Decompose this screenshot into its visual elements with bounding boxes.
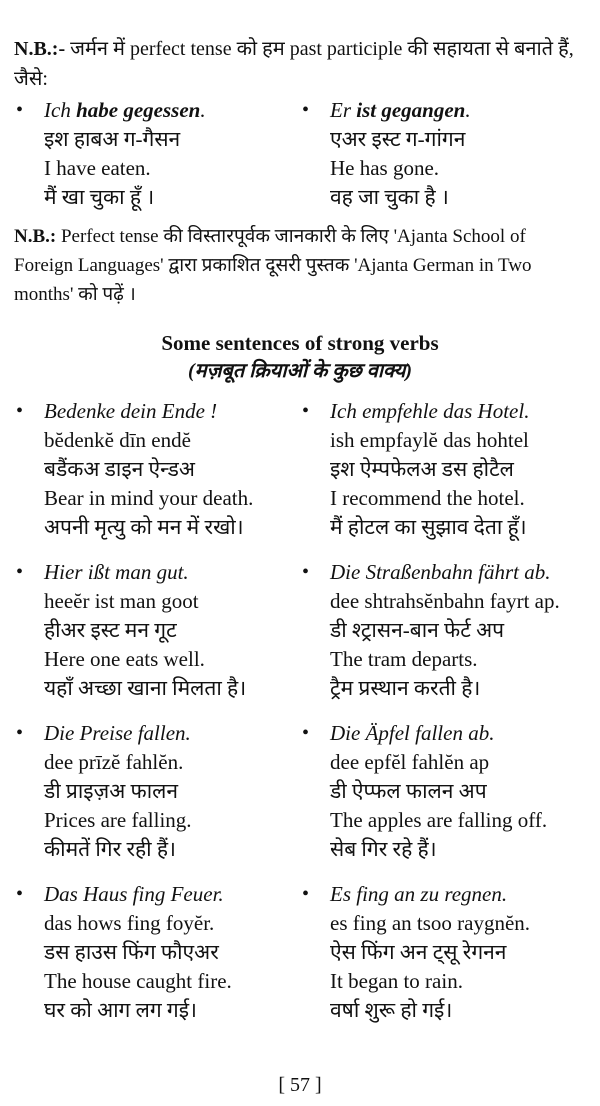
devanagari-pronunciation: डी प्राइज़अ फालन [44, 779, 179, 803]
page-number: [ 57 ] [278, 1074, 322, 1096]
english-translation: Bear in mind your death. [44, 486, 254, 510]
sentence-item [14, 880, 300, 1025]
bullet: • [16, 883, 24, 905]
hindi-translation: यहाँ अच्छा खाना मिलता है। [44, 676, 247, 700]
verb-phrase: habe gegessen [76, 98, 201, 122]
hindi-translation: घर को आग लग गई। [44, 998, 198, 1022]
english-translation: The tram departs. [330, 647, 478, 671]
nb-label: N.B.:- [14, 38, 66, 60]
transliteration: dee shtrahsĕnbahn fayrt ap. [330, 589, 560, 613]
english-translation: He has gone. [330, 156, 440, 180]
german-sentence: Er ist gegangen. [330, 98, 471, 122]
devanagari-pronunciation: बडैंकअ डाइन ऐन्डअ [44, 457, 195, 481]
nb-label: N.B.: [14, 226, 57, 247]
hindi-translation: अपनी मृत्यु को मन में रखो। [44, 515, 244, 539]
german-sentence: Ich habe gegessen. [44, 98, 206, 122]
devanagari-pronunciation: इश हाबअ ग-गैसन [44, 127, 181, 151]
bullet: • [302, 99, 310, 121]
devanagari-pronunciation: एअर इस्ट ग-गांगन [330, 127, 466, 151]
transliteration: dee epfĕl fahlĕn ap [330, 750, 490, 774]
bullet: • [16, 561, 24, 583]
devanagari-pronunciation: डी ऐप्फल फालन अप [330, 779, 487, 803]
bullet: • [16, 99, 24, 121]
perfect-tense-examples [14, 96, 586, 212]
german-sentence: Bedenke dein Ende ! [44, 399, 218, 423]
nb-text: Perfect tense की विस्तारपूर्वक जानकारी के लिए 'Ajanta School of Foreign Languages' द्वारा प्रकाशित दूसरी पुस्तक 'Ajanta German in Two months' को पढ़ें । [14, 226, 532, 305]
german-sentence: Das Haus fing Feuer. [44, 882, 224, 906]
transliteration: bĕdenkĕ dīn endĕ [44, 428, 191, 452]
english-translation: The apples are falling off. [330, 808, 548, 832]
hindi-translation: मैं खा चुका हूँ । [44, 185, 155, 209]
english-translation: It began to rain. [330, 969, 463, 993]
hindi-translation: वह जा चुका है । [330, 185, 449, 209]
transliteration: das hows fing foyĕr. [44, 911, 215, 935]
section-title: Some sentences of strong verbs [161, 331, 439, 355]
example-item [300, 96, 586, 212]
hindi-translation: कीमतें गिर रही हैं। [44, 837, 176, 861]
bullet: • [16, 400, 24, 422]
english-translation: Prices are falling. [44, 808, 192, 832]
sentence-item [300, 719, 586, 864]
hindi-translation: वर्षा शुरू हो गई। [330, 998, 453, 1022]
bullet: • [16, 722, 24, 744]
english-translation: Here one eats well. [44, 647, 205, 671]
english-translation: The house caught fire. [44, 969, 232, 993]
nb-reference-note [14, 222, 586, 309]
devanagari-pronunciation: डी श्ट्रासन-बान फेर्ट अप [330, 618, 505, 642]
sentence-item [300, 558, 586, 703]
example-item [14, 96, 300, 212]
german-sentence: Es fing an zu regnen. [330, 882, 508, 906]
sentence-item [300, 397, 586, 542]
sentence-item [14, 397, 300, 542]
nb-perfect-tense-note [14, 34, 586, 94]
english-translation: I recommend the hotel. [330, 486, 525, 510]
transliteration: ish empfaylĕ das hohtel [330, 428, 529, 452]
hindi-translation: मैं होटल का सुझाव देता हूँ। [330, 515, 527, 539]
bullet: • [302, 883, 310, 905]
nb-text: जर्मन में perfect tense को हम past participle की सहायता से बनाते हैं, जैसे: [14, 38, 574, 90]
german-sentence: Die Äpfel fallen ab. [330, 721, 495, 745]
devanagari-pronunciation: ऐस फिंग अन ट्सू रेगनन [330, 940, 507, 964]
sentence-item [14, 719, 300, 864]
transliteration: heeĕr ist man goot [44, 589, 199, 613]
hindi-translation: सेब गिर रहे हैं। [330, 837, 437, 861]
german-sentence: Ich empfehle das Hotel. [330, 399, 530, 423]
sentence-item [14, 558, 300, 703]
english-translation: I have eaten. [44, 156, 151, 180]
strong-verb-sentences [14, 397, 586, 1041]
section-subtitle: (मज़बूत क्रियाओं के कुछ वाक्य) [187, 360, 413, 382]
transliteration: dee prīzĕ fahlĕn. [44, 750, 184, 774]
sentence-item [300, 880, 586, 1025]
german-sentence: Die Preise fallen. [44, 721, 191, 745]
bullet: • [302, 722, 310, 744]
devanagari-pronunciation: इश ऐम्पफेलअ डस होटैल [330, 457, 514, 481]
hindi-translation: ट्रैम प्रस्थान करती है। [330, 676, 481, 700]
bullet: • [302, 400, 310, 422]
transliteration: es fing an tsoo raygnĕn. [330, 911, 531, 935]
devanagari-pronunciation: हीअर इस्ट मन गूट [44, 618, 177, 642]
german-sentence: Hier ißt man gut. [44, 560, 189, 584]
bullet: • [302, 561, 310, 583]
verb-phrase: ist gegangen [356, 98, 466, 122]
german-sentence: Die Straßenbahn fährt ab. [330, 560, 551, 584]
devanagari-pronunciation: डस हाउस फिंग फौएअर [44, 940, 219, 964]
